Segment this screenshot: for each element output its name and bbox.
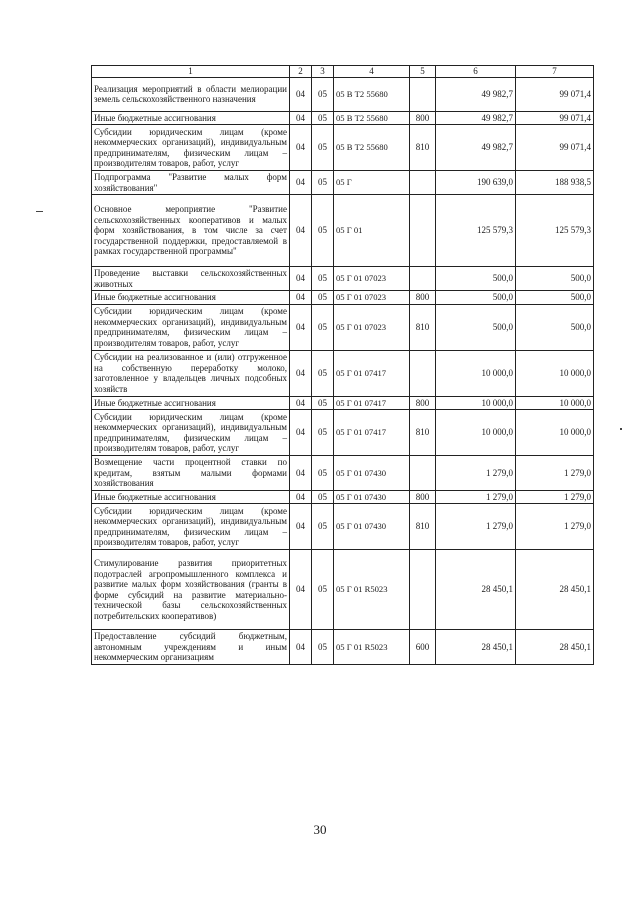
cell-amount-1: 28 450,1 [436, 550, 516, 630]
cell-name: Субсидии юридическим лицам (кроме некоммерческих организаций), индивидуальным предпринимателям, физическим лицам – производителям товаров, работ, услуг [92, 504, 290, 550]
cell-amount-1: 500,0 [436, 291, 516, 305]
cell-amount-2: 10 000,0 [516, 350, 594, 396]
cell-section: 04 [290, 291, 312, 305]
header-col-7: 7 [516, 66, 594, 78]
cell-name: Субсидии юридическим лицам (кроме некоммерческих организаций), индивидуальным предпринимателям, физическим лицам – производителям товаров, работ, услуг [92, 125, 290, 171]
table-row [92, 456, 594, 491]
cell-amount-2: 500,0 [516, 304, 594, 350]
table-header-row [92, 66, 594, 78]
cell-section: 04 [290, 456, 312, 491]
cell-subsection: 05 [312, 291, 334, 305]
cell-amount-1: 10 000,0 [436, 410, 516, 456]
cell-section: 04 [290, 125, 312, 171]
cell-expense-type: 800 [410, 111, 436, 125]
header-col-3: 3 [312, 66, 334, 78]
cell-expense-type: 810 [410, 125, 436, 171]
table-row [92, 291, 594, 305]
cell-target-code: 05 В Т2 55680 [334, 125, 410, 171]
cell-amount-2: 500,0 [516, 291, 594, 305]
table-row [92, 396, 594, 410]
cell-name: Субсидии на реализованное и (или) отгруженное на собственную переработку молоко, заготовленное у владельцев личных подсобных хозяйств [92, 350, 290, 396]
cell-name: Подпрограмма "Развитие малых форм хозяйствования" [92, 171, 290, 195]
cell-expense-type: 800 [410, 291, 436, 305]
cell-amount-1: 500,0 [436, 304, 516, 350]
cell-expense-type: 800 [410, 396, 436, 410]
table-row [92, 125, 594, 171]
cell-amount-1: 28 450,1 [436, 630, 516, 665]
cell-target-code: 05 Г 01 07430 [334, 456, 410, 491]
cell-target-code: 05 Г [334, 171, 410, 195]
cell-amount-2: 1 279,0 [516, 504, 594, 550]
cell-amount-2: 10 000,0 [516, 396, 594, 410]
cell-amount-2: 28 450,1 [516, 630, 594, 665]
cell-expense-type: 810 [410, 410, 436, 456]
cell-section: 04 [290, 77, 312, 111]
cell-expense-type: 810 [410, 304, 436, 350]
cell-subsection: 05 [312, 350, 334, 396]
cell-target-code: 05 Г 01 [334, 195, 410, 267]
cell-target-code: 05 Г 01 07430 [334, 490, 410, 504]
cell-target-code: 05 Г 01 R5023 [334, 630, 410, 665]
cell-name: Иные бюджетные ассигнования [92, 396, 290, 410]
cell-target-code: 05 В Т2 55680 [334, 77, 410, 111]
cell-section: 04 [290, 410, 312, 456]
cell-amount-2: 10 000,0 [516, 410, 594, 456]
header-col-6: 6 [436, 66, 516, 78]
cell-section: 04 [290, 490, 312, 504]
cell-amount-2: 28 450,1 [516, 550, 594, 630]
table-row [92, 267, 594, 291]
cell-amount-1: 1 279,0 [436, 504, 516, 550]
cell-amount-2: 1 279,0 [516, 490, 594, 504]
header-col-5: 5 [410, 66, 436, 78]
table-body [92, 66, 594, 665]
cell-subsection: 05 [312, 410, 334, 456]
cell-amount-2: 125 579,3 [516, 195, 594, 267]
cell-target-code: 05 Г 01 07417 [334, 350, 410, 396]
table-row [92, 490, 594, 504]
cell-name: Субсидии юридическим лицам (кроме некоммерческих организаций), индивидуальным предпринимателям, физическим лицам – производителям товаров, работ, услуг [92, 410, 290, 456]
cell-subsection: 05 [312, 171, 334, 195]
cell-name: Иные бюджетные ассигнования [92, 490, 290, 504]
cell-expense-type [410, 171, 436, 195]
cell-target-code: 05 Г 01 07023 [334, 291, 410, 305]
cell-amount-1: 49 982,7 [436, 125, 516, 171]
header-col-2: 2 [290, 66, 312, 78]
cell-section: 04 [290, 267, 312, 291]
table-row [92, 171, 594, 195]
table-row [92, 304, 594, 350]
cell-amount-1: 500,0 [436, 267, 516, 291]
cell-amount-1: 49 982,7 [436, 111, 516, 125]
cell-name: Возмещение части процентной ставки по кредитам, взятым малыми формами хозяйствования [92, 456, 290, 491]
cell-amount-2: 500,0 [516, 267, 594, 291]
cell-expense-type [410, 267, 436, 291]
cell-section: 04 [290, 195, 312, 267]
margin-dot-mark [620, 428, 622, 430]
cell-amount-1: 1 279,0 [436, 490, 516, 504]
cell-amount-2: 99 071,4 [516, 111, 594, 125]
cell-amount-1: 125 579,3 [436, 195, 516, 267]
cell-expense-type [410, 550, 436, 630]
cell-section: 04 [290, 630, 312, 665]
cell-target-code: 05 Г 01 07023 [334, 267, 410, 291]
cell-section: 04 [290, 504, 312, 550]
table-row [92, 504, 594, 550]
header-col-4: 4 [334, 66, 410, 78]
table-row [92, 630, 594, 665]
cell-amount-1: 1 279,0 [436, 456, 516, 491]
cell-amount-1: 190 639,0 [436, 171, 516, 195]
cell-expense-type [410, 456, 436, 491]
cell-name: Стимулирование развития приоритетных подотраслей агропромышленного комплекса и развитие малых форм хозяйствования (гранты в форме субсидий на развитие материально-технической базы сельскохозяйственных потребительских кооперативов) [92, 550, 290, 630]
cell-amount-2: 99 071,4 [516, 125, 594, 171]
cell-name: Иные бюджетные ассигнования [92, 111, 290, 125]
cell-target-code: 05 Г 01 07430 [334, 504, 410, 550]
table-row [92, 77, 594, 111]
cell-subsection: 05 [312, 456, 334, 491]
cell-name: Реализация мероприятий в области мелиорации земель сельскохозяйственного назначения [92, 77, 290, 111]
cell-subsection: 05 [312, 195, 334, 267]
table-row [92, 410, 594, 456]
cell-section: 04 [290, 111, 312, 125]
cell-amount-1: 49 982,7 [436, 77, 516, 111]
cell-amount-1: 10 000,0 [436, 350, 516, 396]
table-row [92, 550, 594, 630]
cell-section: 04 [290, 396, 312, 410]
cell-name: Иные бюджетные ассигнования [92, 291, 290, 305]
cell-target-code: 05 В Т2 55680 [334, 111, 410, 125]
cell-expense-type [410, 350, 436, 396]
cell-subsection: 05 [312, 396, 334, 410]
cell-expense-type: 800 [410, 490, 436, 504]
cell-amount-2: 99 071,4 [516, 77, 594, 111]
cell-subsection: 05 [312, 304, 334, 350]
cell-subsection: 05 [312, 77, 334, 111]
cell-subsection: 05 [312, 267, 334, 291]
budget-table [91, 65, 594, 665]
cell-subsection: 05 [312, 125, 334, 171]
cell-expense-type [410, 195, 436, 267]
cell-amount-2: 1 279,0 [516, 456, 594, 491]
cell-subsection: 05 [312, 504, 334, 550]
table-row [92, 195, 594, 267]
cell-subsection: 05 [312, 550, 334, 630]
cell-name: Основное мероприятие "Развитие сельскохозяйственных кооперативов и малых форм хозяйствования, в том числе за счет государственной поддержки, предоставляемой в рамках государственной программы" [92, 195, 290, 267]
cell-expense-type [410, 77, 436, 111]
cell-subsection: 05 [312, 490, 334, 504]
cell-name: Предоставление субсидий бюджетным, автономным учреждениям и иным некоммерческим организациям [92, 630, 290, 665]
cell-target-code: 05 Г 01 R5023 [334, 550, 410, 630]
page-number: 30 [313, 822, 327, 837]
cell-expense-type: 810 [410, 504, 436, 550]
cell-section: 04 [290, 171, 312, 195]
cell-section: 04 [290, 350, 312, 396]
cell-section: 04 [290, 550, 312, 630]
cell-name: Субсидии юридическим лицам (кроме некоммерческих организаций), индивидуальным предпринимателям, физическим лицам – производителям товаров, работ, услуг [92, 304, 290, 350]
margin-dash-mark [36, 211, 43, 212]
cell-amount-2: 188 938,5 [516, 171, 594, 195]
cell-name: Проведение выставки сельскохозяйственных животных [92, 267, 290, 291]
cell-target-code: 05 Г 01 07417 [334, 396, 410, 410]
cell-amount-1: 10 000,0 [436, 396, 516, 410]
cell-section: 04 [290, 304, 312, 350]
cell-subsection: 05 [312, 111, 334, 125]
header-col-1: 1 [92, 66, 290, 78]
table-row [92, 350, 594, 396]
cell-target-code: 05 Г 01 07417 [334, 410, 410, 456]
cell-subsection: 05 [312, 630, 334, 665]
table-row [92, 111, 594, 125]
cell-target-code: 05 Г 01 07023 [334, 304, 410, 350]
cell-expense-type: 600 [410, 630, 436, 665]
